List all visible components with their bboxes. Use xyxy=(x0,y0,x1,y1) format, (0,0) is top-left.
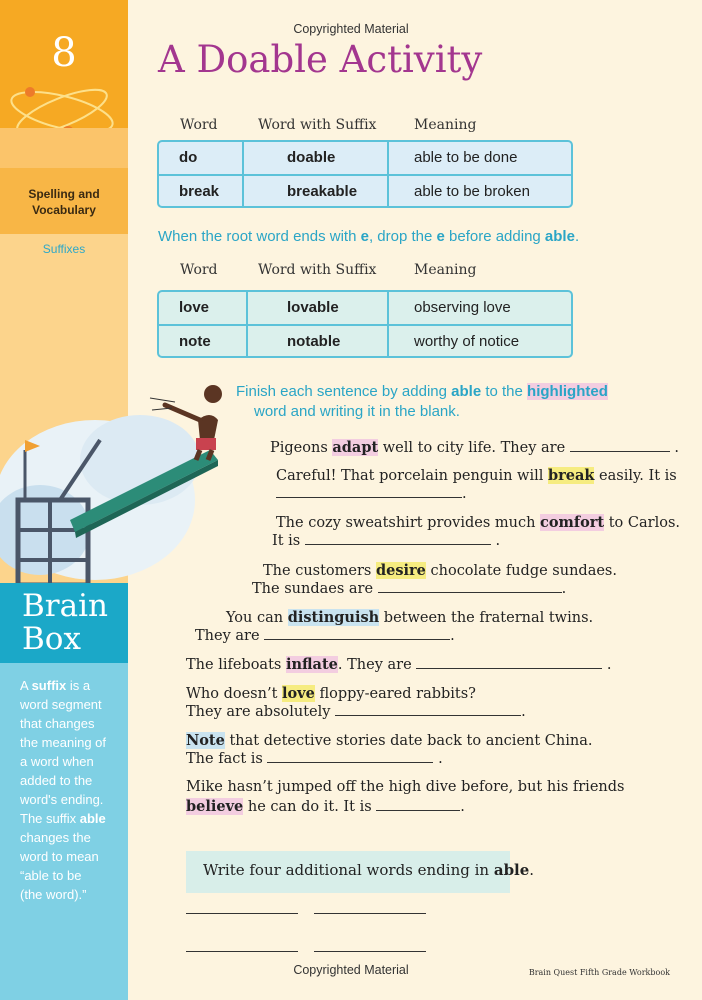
header-meaning: Meaning xyxy=(414,262,477,278)
table-cell-meaning: able to be broken xyxy=(414,183,530,200)
exercise-instructions xyxy=(236,382,656,422)
table-row xyxy=(159,174,571,208)
sentence-text: floppy-eared rabbits? xyxy=(314,686,476,702)
rule-suffix: able xyxy=(544,228,575,245)
rule-pre: When the root word ends with xyxy=(158,228,361,245)
table-row xyxy=(159,142,571,174)
table-cell-word: break xyxy=(179,183,220,200)
table-cell-word: do xyxy=(179,149,198,166)
lesson-number: 8 xyxy=(51,30,77,76)
sentence-text: Pigeons xyxy=(270,440,333,456)
brain-box-title-line1: Brain xyxy=(22,588,108,624)
brain-box-text-post: changes the word to mean “able to be (the word).” xyxy=(20,830,99,902)
table-cell-suffix-word: lovable xyxy=(287,299,339,316)
sentence-end: . xyxy=(521,704,526,720)
table-row xyxy=(159,324,571,358)
sentence-8 xyxy=(186,731,592,751)
highlighted-word: comfort xyxy=(540,514,605,531)
sentence-end: . xyxy=(495,533,501,549)
sentence-text: They are xyxy=(195,628,260,644)
sentence-text: You can xyxy=(226,610,288,626)
answer-line[interactable] xyxy=(186,951,298,952)
extra-task-box xyxy=(186,851,535,893)
sentence-2 xyxy=(276,466,677,486)
sentence-5 xyxy=(226,608,593,628)
sentence-text: well to city life. They are xyxy=(378,440,566,456)
sentence-4 xyxy=(263,561,617,581)
header-word: Word xyxy=(180,262,218,278)
sentence-text: easily. It is xyxy=(594,468,677,484)
header-word-with-suffix: Word with Suffix xyxy=(258,262,377,278)
sentence-7 xyxy=(186,684,476,704)
highlighted-word: inflate xyxy=(285,656,338,673)
table-cell-word: love xyxy=(179,299,210,316)
brain-box-text xyxy=(20,676,106,904)
answer-line[interactable] xyxy=(314,913,426,914)
sentence-text: to Carlos. xyxy=(604,515,680,531)
rule-letter: e xyxy=(360,228,369,245)
book-credit: Brain Quest Fifth Grade Workbook xyxy=(528,968,670,977)
sentence-end: . xyxy=(462,486,467,502)
sentence-3 xyxy=(276,513,680,533)
instr-suffix: able xyxy=(451,383,482,400)
instr-pre: Finish each sentence by adding xyxy=(236,383,452,400)
answer-line[interactable] xyxy=(314,951,426,952)
brain-box-title xyxy=(22,590,108,656)
sentence-text: that detective stories date back to ancient China. xyxy=(224,733,593,749)
answer-blank[interactable] xyxy=(264,628,450,640)
sentence-text: between the fraternal twins. xyxy=(379,610,594,626)
table-cell-suffix-word: breakable xyxy=(287,183,358,200)
table-cell-suffix-word: notable xyxy=(287,333,341,350)
highlighted-word: distinguish xyxy=(287,609,380,626)
sentence-text: The lifeboats xyxy=(186,657,286,673)
sentence-2-line2 xyxy=(276,485,467,504)
spelling-rule xyxy=(158,228,579,245)
instr-line2: word and writing it in the blank. xyxy=(254,403,460,420)
table-cell-meaning: able to be done xyxy=(414,149,518,166)
sentence-end: . xyxy=(561,581,567,597)
sentence-text: They are absolutely xyxy=(186,704,331,720)
extra-task-suffix: able xyxy=(493,861,530,879)
answer-blank[interactable] xyxy=(570,440,670,452)
answer-blank[interactable] xyxy=(335,704,521,716)
sentence-9 xyxy=(186,778,624,797)
rule-post: . xyxy=(574,228,580,245)
sentence-end: . xyxy=(450,628,455,644)
diving-board-illustration xyxy=(0,380,260,585)
section-title-text: Spelling and Vocabulary xyxy=(28,187,100,217)
sentence-end: . xyxy=(674,440,680,456)
highlighted-word: adapt xyxy=(332,439,379,456)
highlighted-word: Note xyxy=(186,732,225,749)
lesson-number-box xyxy=(0,0,128,128)
sentence-text: chocolate fudge sundaes. xyxy=(425,563,617,579)
highlighted-word: break xyxy=(547,467,595,484)
table-cell-meaning: observing love xyxy=(414,299,511,316)
highlighted-word: love xyxy=(282,685,315,702)
brain-box-title-line2: Box xyxy=(22,621,81,657)
answer-blank[interactable] xyxy=(267,751,433,763)
brain-box-text-pre: A xyxy=(20,678,32,693)
sentence-text: It is xyxy=(272,533,301,549)
sentence-text: he can do it. It is xyxy=(243,799,372,815)
brain-box-term: suffix xyxy=(31,678,67,693)
sentence-5-line2 xyxy=(195,627,455,646)
sentence-text: The fact is xyxy=(186,751,263,767)
answer-blank[interactable] xyxy=(378,581,562,593)
sentence-end: . xyxy=(438,751,443,767)
rule-mid: , drop the xyxy=(368,228,437,245)
sentence-4-line2 xyxy=(252,580,566,599)
brain-box-text-mid: is a word segment that changes the meaning of a word when added to the word's ending. The suffix xyxy=(20,678,107,826)
answer-blank[interactable] xyxy=(305,533,491,545)
header-word: Word xyxy=(180,117,218,133)
rule-mid2: before adding xyxy=(444,228,545,245)
extra-task-text xyxy=(203,861,534,879)
sentence-end: . xyxy=(606,657,612,673)
highlighted-word: desire xyxy=(375,562,426,579)
answer-line[interactable] xyxy=(186,913,298,914)
copyright-bottom: Copyrighted Material xyxy=(293,963,409,977)
sidebar-band xyxy=(0,128,128,168)
highlighted-word: believe xyxy=(186,798,244,815)
instr-mid: to the xyxy=(481,383,528,400)
header-word-with-suffix: Word with Suffix xyxy=(258,117,377,133)
brain-box-term2: able xyxy=(79,811,106,826)
sentence-text: Careful! That porcelain penguin will xyxy=(276,468,548,484)
sentence-text: The sundaes are xyxy=(252,581,374,597)
sentence-text: Mike hasn’t jumped off the high dive before, but his friends xyxy=(186,779,625,795)
sentence-3-line2 xyxy=(272,532,500,551)
sentence-8-line2 xyxy=(186,750,443,769)
extra-task-post: . xyxy=(529,861,535,879)
sentence-text: Who doesn’t xyxy=(186,686,282,702)
sentence-1 xyxy=(270,438,679,458)
table-cell-meaning: worthy of notice xyxy=(414,333,520,350)
sentence-9-line2 xyxy=(186,797,465,817)
word-table-1 xyxy=(157,140,573,208)
header-meaning: Meaning xyxy=(414,117,477,133)
sentence-6 xyxy=(186,655,612,675)
section-topic: Suffixes xyxy=(42,242,86,256)
sentence-7-line2 xyxy=(186,703,526,722)
sentence-text: . They are xyxy=(337,657,412,673)
sentence-text: The customers xyxy=(263,563,376,579)
answer-blank[interactable] xyxy=(416,657,602,669)
sentence-text: The cozy sweatshirt provides much xyxy=(276,515,541,531)
sentence-end: . xyxy=(460,799,465,815)
table-cell-suffix-word: doable xyxy=(287,149,336,166)
page-title: A Doable Activity xyxy=(158,38,483,81)
answer-blank[interactable] xyxy=(276,486,462,498)
section-title xyxy=(0,186,128,218)
copyright-top: Copyrighted Material xyxy=(293,22,409,36)
table-row xyxy=(159,292,571,324)
word-table-2 xyxy=(157,290,573,358)
instr-highlighted: highlighted xyxy=(527,383,608,400)
answer-blank[interactable] xyxy=(376,799,460,811)
table-cell-word: note xyxy=(179,333,211,350)
rule-letter2: e xyxy=(436,228,445,245)
extra-task-pre: Write four additional words ending in xyxy=(203,861,494,879)
